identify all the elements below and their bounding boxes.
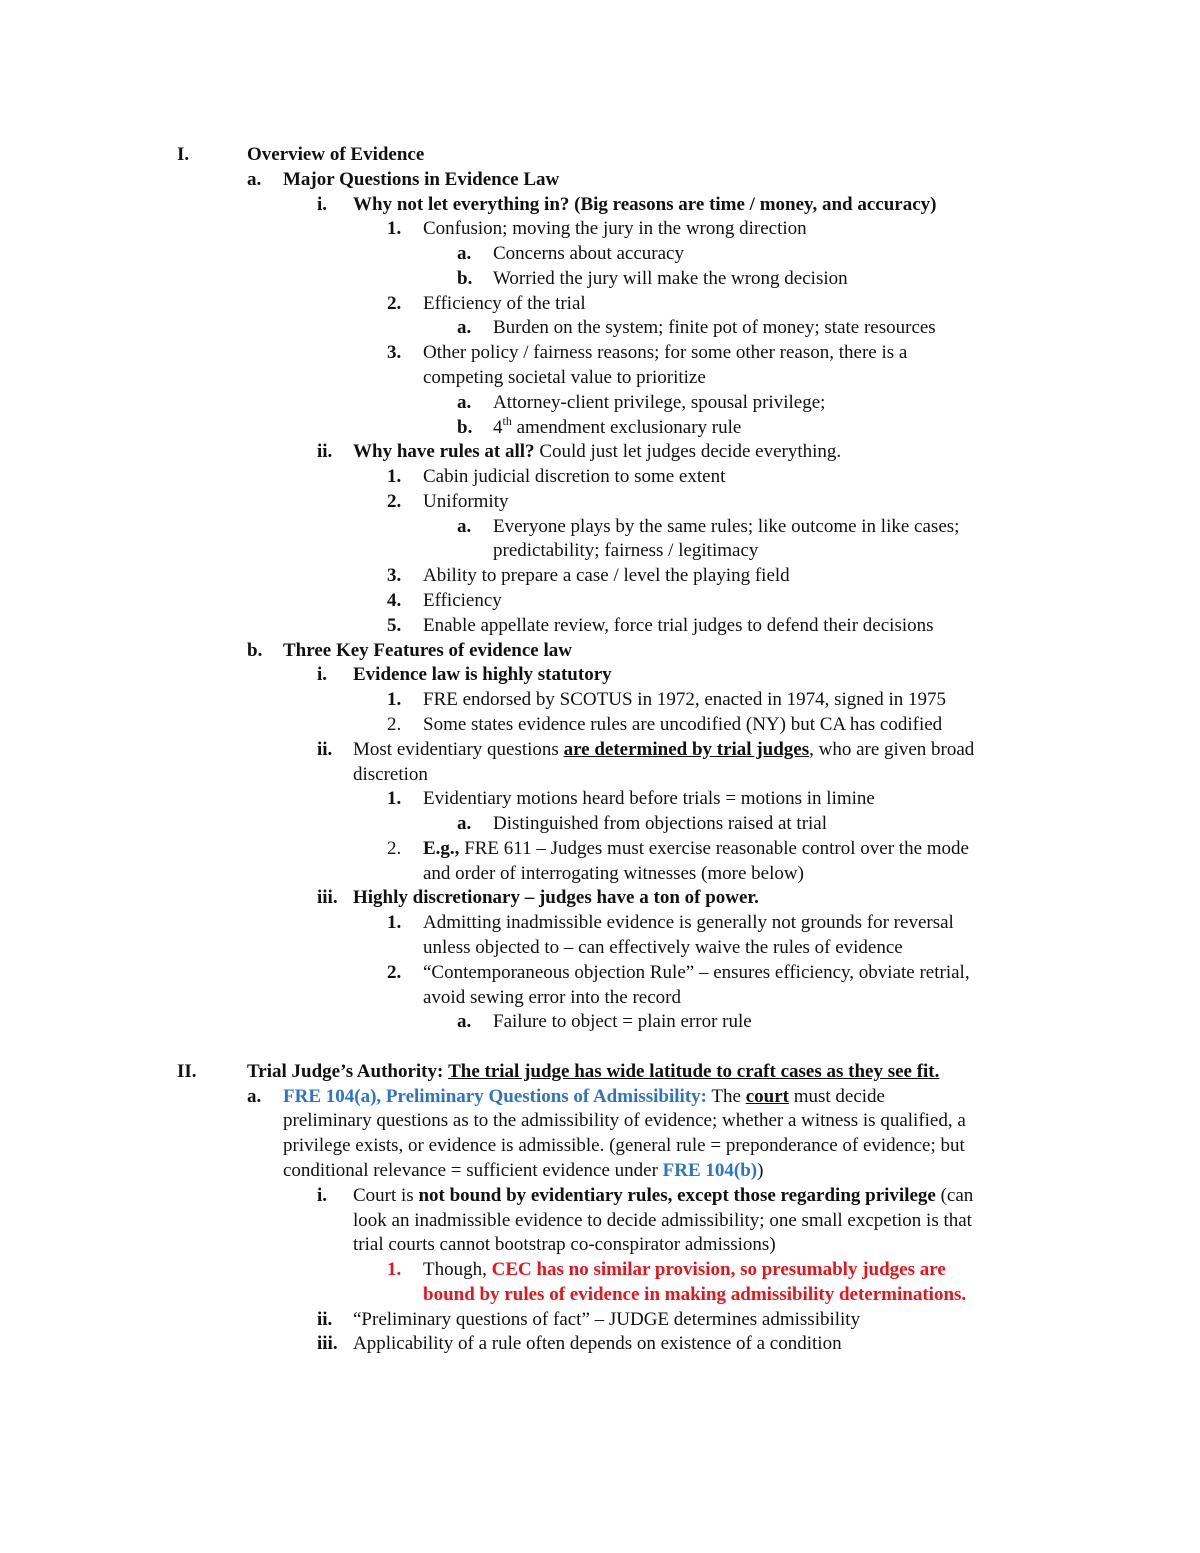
text-run: Admitting inadmissible evidence is generally not grounds for reversal — [423, 912, 954, 934]
text-run: Enable appellate review, force trial judges to defend their decisions — [423, 614, 934, 636]
outline-marker: iii. — [317, 1333, 338, 1355]
outline-marker: I. — [177, 144, 190, 165]
outline-text — [353, 1209, 972, 1233]
outline-text — [493, 1010, 752, 1034]
outline-text — [283, 1134, 965, 1158]
text-run: th — [502, 413, 512, 428]
text-run: 4 — [493, 416, 503, 438]
text-run: look an inadmissible evidence to decide admissibility; one small excpetion is that — [353, 1209, 972, 1231]
outline-marker: b. — [247, 639, 263, 661]
outline-marker: a. — [457, 813, 472, 835]
text-run: FRE 104(b) — [662, 1159, 758, 1181]
text-run: FRE 611 – Judges must exercise reasonable control over the mode — [459, 837, 969, 859]
outline-text — [353, 1184, 973, 1208]
outline-text — [493, 413, 742, 440]
outline-text — [353, 1233, 776, 1257]
outline-text — [493, 242, 684, 266]
text-run: Cabin judicial discretion to some extent — [423, 466, 726, 488]
outline-text — [353, 663, 612, 687]
outline-marker: b. — [457, 267, 473, 289]
outline-text — [493, 515, 959, 539]
outline-marker: a. — [247, 1085, 262, 1107]
outline-marker: 3. — [387, 565, 402, 587]
outline-text — [423, 490, 509, 514]
outline-text — [423, 564, 790, 588]
outline-marker: i. — [317, 1184, 328, 1206]
text-run: conditional relevance = sufficient evidence under — [283, 1159, 663, 1181]
text-run: Evidentiary motions heard before trials = motions in limine — [423, 788, 875, 810]
text-run: “Preliminary questions of fact” – JUDGE determines admissibility — [353, 1308, 861, 1330]
outline-marker: a. — [247, 168, 262, 190]
outline-marker: 2. — [387, 713, 402, 735]
outline-marker: 5. — [387, 614, 402, 636]
outline-text — [423, 961, 970, 985]
text-run: Overview of Evidence — [247, 144, 425, 165]
outline-text — [423, 713, 942, 737]
outline-text — [283, 639, 572, 663]
outline-marker: ii. — [317, 738, 333, 760]
outline-marker: 2. — [387, 837, 402, 859]
outline-text — [423, 1258, 946, 1282]
text-run: preliminary questions as to the admissibility of evidence; whether a witness is qualified, a — [283, 1110, 966, 1132]
outline-marker: 3. — [387, 342, 402, 364]
text-run: competing societal value to prioritize — [423, 367, 706, 389]
outline-marker: ii. — [317, 441, 333, 463]
outline-text — [493, 316, 936, 340]
outline-text — [423, 862, 804, 886]
text-run: Efficiency of the trial — [423, 292, 586, 314]
outline-text — [493, 391, 825, 415]
text-run: discretion — [353, 763, 428, 785]
outline-text — [423, 986, 681, 1010]
outline-marker: 1. — [387, 689, 402, 711]
outline-text — [493, 267, 848, 291]
text-run: Why have rules at all? — [353, 441, 535, 463]
outline-marker: b. — [457, 416, 473, 438]
text-run: The — [706, 1085, 746, 1107]
outline-marker: 1. — [387, 788, 402, 810]
outline-text — [353, 1332, 842, 1356]
outline-text — [247, 143, 424, 167]
text-run: (can — [935, 1184, 974, 1206]
text-run: are determined by trial judges — [563, 738, 810, 760]
outline-text — [247, 1060, 939, 1084]
outline-marker: 4. — [387, 590, 402, 612]
text-run: Major Questions in Evidence Law — [283, 168, 560, 190]
text-run: privilege exists, or evidence is admissible. (general rule = preponderance of evidence; but — [283, 1135, 965, 1157]
outline-text — [423, 341, 907, 365]
text-run: Efficiency — [423, 590, 502, 612]
outline-text — [423, 217, 807, 241]
text-run: avoid sewing error into the record — [423, 986, 681, 1008]
outline-text — [423, 688, 946, 712]
text-run: Attorney-client privilege, spousal privilege; — [493, 391, 826, 413]
text-run: Three Key Features of evidence law — [283, 639, 572, 661]
outline-text — [283, 168, 559, 192]
outline-text — [423, 292, 586, 316]
text-run: E.g., — [423, 837, 460, 859]
text-run: Worried the jury will make the wrong decision — [493, 267, 848, 289]
text-run: not bound by evidentiary rules, except those regarding privilege — [418, 1184, 936, 1206]
outline-text — [353, 193, 937, 217]
outline-marker: iii. — [317, 887, 338, 909]
outline-marker: i. — [317, 664, 328, 686]
text-run: Some states evidence rules are uncodified (NY) but CA has codified — [423, 713, 943, 735]
outline-text — [423, 1283, 966, 1307]
outline-text — [353, 886, 759, 910]
outline-text — [353, 738, 974, 762]
text-run: Failure to object = plain error rule — [493, 1011, 752, 1033]
outline-text — [423, 589, 502, 613]
outline-marker: 2. — [387, 490, 402, 512]
text-run: The trial judge has wide latitude to craft cases as they see fit. — [448, 1060, 940, 1082]
outline-text — [423, 465, 725, 489]
text-run: Everyone plays by the same rules; like outcome in like cases; — [493, 515, 960, 537]
outline-marker: a. — [457, 317, 472, 339]
outline-text — [353, 440, 841, 464]
outline-text — [283, 1085, 885, 1109]
text-run: ) — [757, 1159, 764, 1181]
outline-text — [423, 837, 969, 861]
text-run: Trial Judge’s Authority: — [247, 1060, 444, 1082]
outline-text — [353, 763, 428, 787]
text-run: CEC has no similar provision, so presumably judges are — [491, 1259, 946, 1281]
text-run: Applicability of a rule often depends on existence of a condition — [353, 1333, 842, 1355]
text-run: Concerns about accuracy — [493, 243, 684, 265]
text-run: Highly discretionary – judges have a ton of power. — [353, 887, 759, 909]
outline-marker: II. — [177, 1060, 197, 1082]
outline-text — [423, 936, 903, 960]
outline-marker: 1. — [387, 912, 402, 934]
outline-text — [353, 1308, 860, 1332]
text-run: , who are given broad — [809, 738, 975, 760]
text-run: Confusion; moving the jury in the wrong direction — [423, 218, 807, 240]
text-run: bound by rules of evidence in making admissibility determinations. — [423, 1283, 967, 1305]
text-run: FRE endorsed by SCOTUS in 1972, enacted in 1974, signed in 1975 — [423, 689, 946, 711]
text-run: Evidence law is highly statutory — [353, 664, 612, 686]
outline-marker: 1. — [387, 218, 402, 240]
text-run: Though, — [423, 1259, 492, 1281]
outline-marker: a. — [457, 515, 472, 537]
outline-text — [423, 614, 934, 638]
outline-text — [423, 366, 706, 390]
text-run: Court is — [353, 1184, 419, 1206]
text-run: Other policy / fairness reasons; for some other reason, there is a — [423, 342, 908, 364]
text-run: Uniformity — [423, 490, 509, 512]
text-run: Ability to prepare a case / level the playing field — [423, 565, 790, 587]
text-run: Burden on the system; finite pot of money; state resources — [493, 317, 936, 339]
text-run: “Contemporaneous objection Rule” – ensures efficiency, obviate retrial, — [423, 961, 970, 983]
text-run: amendment exclusionary rule — [511, 416, 742, 438]
text-run: Most evidentiary questions — [353, 738, 564, 760]
outline-marker: i. — [317, 193, 328, 215]
text-run: predictability; fairness / legitimacy — [493, 540, 759, 562]
outline-marker: ii. — [317, 1308, 333, 1330]
text-run: Why not let everything in? (Big reasons are time / money, and accuracy) — [353, 193, 937, 215]
outline-marker: a. — [457, 1011, 472, 1033]
outline-text — [283, 1159, 763, 1183]
outline-marker: a. — [457, 391, 472, 413]
text-run: Distinguished from objections raised at trial — [493, 813, 828, 835]
text-run: Could just let judges decide everything. — [534, 441, 842, 463]
outline-marker: 2. — [387, 961, 402, 983]
outline-marker: a. — [457, 243, 472, 265]
text-run: must decide — [788, 1085, 885, 1107]
text-run: court — [745, 1085, 789, 1107]
text-run: FRE 104(a), Preliminary Questions of Admissibility: — [283, 1085, 707, 1107]
text-run: unless objected to – can effectively waive the rules of evidence — [423, 936, 903, 958]
outline-marker: 1. — [387, 466, 402, 488]
text-run: trial courts cannot bootstrap co-conspirator admissions) — [353, 1234, 776, 1256]
outline-marker: 2. — [387, 292, 402, 314]
outline-text — [493, 812, 827, 836]
outline-text — [493, 539, 758, 563]
outline-text — [423, 787, 875, 811]
outline-marker: 1. — [387, 1259, 402, 1281]
outline-text — [423, 911, 954, 935]
outline-text — [283, 1109, 966, 1133]
text-run: and order of interrogating witnesses (more below) — [423, 862, 804, 884]
